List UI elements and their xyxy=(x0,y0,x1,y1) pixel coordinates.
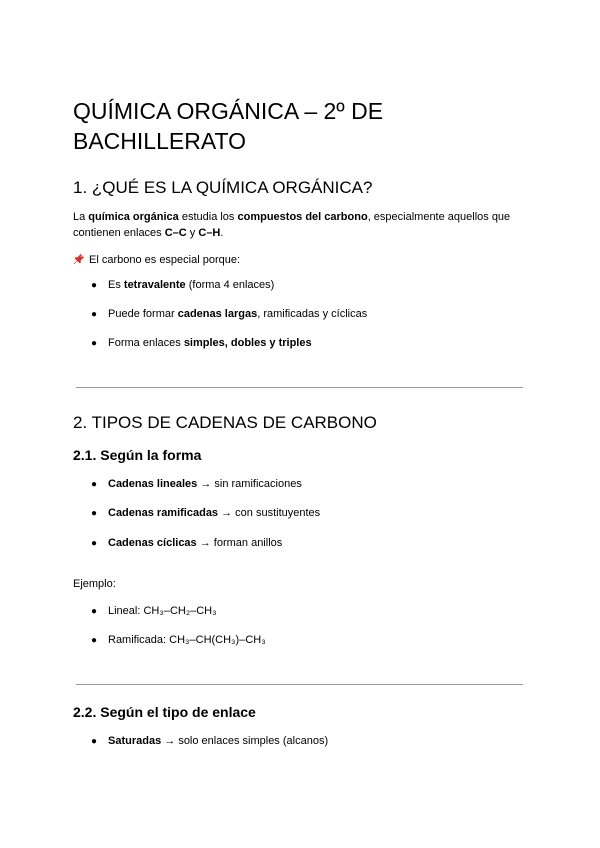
pushpin-icon xyxy=(73,253,85,265)
list-item-text: Es xyxy=(108,279,124,291)
intro-bold: compuestos del carbono xyxy=(237,211,368,223)
example-formula: Ramificada: CH₃–CH(CH₃)–CH₃ xyxy=(108,634,266,646)
list-item xyxy=(91,734,328,749)
intro-text: , especialmente aquellos que contienen enlaces xyxy=(73,211,511,239)
bullet-dot: ● xyxy=(91,338,98,349)
bullet-dot: ● xyxy=(91,538,98,549)
intro-bold: C–C xyxy=(164,227,187,239)
list-item-text: , ramificadas y cíclicas xyxy=(257,308,368,320)
list-item-text: Forma enlaces xyxy=(108,337,184,349)
list-item-text: → con sustituyentes xyxy=(218,507,321,519)
list-item xyxy=(91,506,320,521)
example-label: Ejemplo: xyxy=(73,578,116,590)
list-item xyxy=(91,604,217,619)
subsection-2-1-heading: 2.1. Según la forma xyxy=(73,447,202,463)
intro-bold: química orgánica xyxy=(88,211,179,223)
list-item-text: → solo enlaces simples (alcanos) xyxy=(161,735,329,747)
list-item-bold: Cadenas ramificadas xyxy=(108,507,219,519)
intro-bold: C–H xyxy=(198,227,221,239)
list-item-text: → forman anillos xyxy=(196,537,283,549)
list-item xyxy=(91,278,274,293)
bullet-dot: ● xyxy=(91,280,98,291)
subsection-2-2-heading: 2.2. Según el tipo de enlace xyxy=(73,704,256,720)
list-item-bold: Cadenas lineales xyxy=(108,478,198,490)
list-item-text: → sin ramificaciones xyxy=(197,478,302,490)
section-1-intro xyxy=(73,209,523,241)
horizontal-divider xyxy=(76,684,523,685)
bullet-dot: ● xyxy=(91,309,98,320)
intro-text: estudia los xyxy=(178,211,238,223)
list-item xyxy=(91,536,282,551)
section-2-heading: 2. TIPOS DE CADENAS DE CARBONO xyxy=(73,413,377,432)
bullet-dot: ● xyxy=(91,479,98,490)
list-item xyxy=(91,633,266,648)
list-item xyxy=(91,307,367,322)
page-title: QUÍMICA ORGÁNICA – 2º DE BACHILLERATO xyxy=(73,98,384,154)
bullet-dot: ● xyxy=(91,606,98,617)
pin-note-text: El carbono es especial porque: xyxy=(89,254,241,266)
list-item-bold: Cadenas cíclicas xyxy=(108,537,197,549)
list-item-text: Puede formar xyxy=(108,308,178,320)
list-item-bold: simples, dobles y triples xyxy=(183,337,312,349)
bullet-dot: ● xyxy=(91,635,98,646)
horizontal-divider xyxy=(76,387,523,388)
list-item-text: (forma 4 enlaces) xyxy=(185,279,275,291)
bullet-dot: ● xyxy=(91,736,98,747)
list-item-bold: cadenas largas xyxy=(177,308,258,320)
list-item xyxy=(91,336,312,351)
bullet-dot: ● xyxy=(91,508,98,519)
intro-text: La xyxy=(73,211,89,223)
pin-note xyxy=(73,252,523,268)
section-1-heading: 1. ¿QUÉ ES LA QUÍMICA ORGÁNICA? xyxy=(73,178,373,197)
intro-text: . xyxy=(220,227,224,239)
example-formula: Lineal: CH₃–CH₂–CH₃ xyxy=(108,605,217,617)
list-item-bold: tetravalente xyxy=(123,279,186,291)
list-item-bold: Saturadas xyxy=(108,735,162,747)
list-item xyxy=(91,477,302,492)
intro-text: y xyxy=(186,227,199,239)
